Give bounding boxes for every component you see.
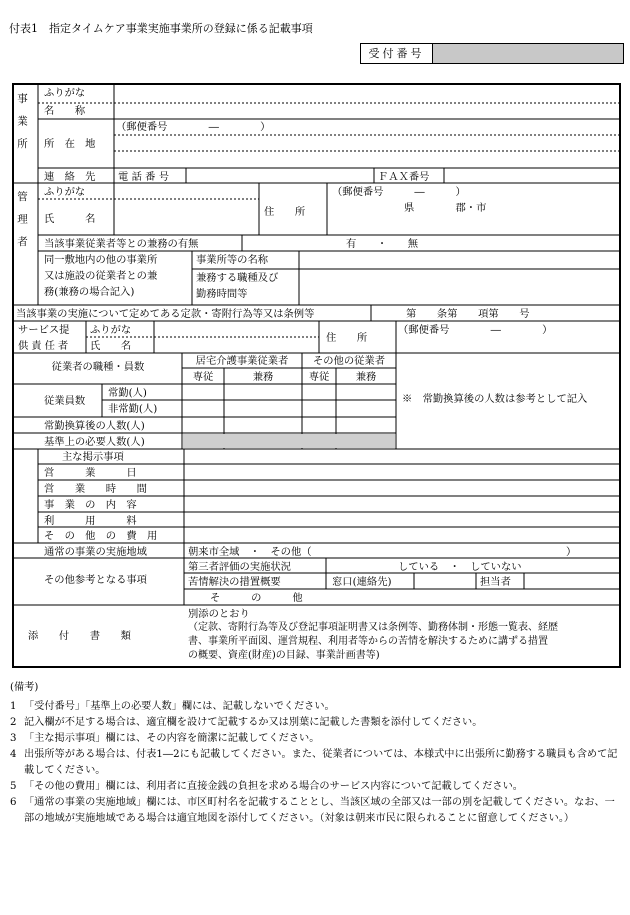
manager-duty-label-1: 兼務する職種及び	[196, 272, 279, 284]
staff-nonregular-label: 非常勤(人)	[108, 403, 158, 415]
service-manager-label-1: サービス提	[18, 324, 70, 336]
note-item	[10, 699, 622, 715]
staff-count-label: 従業員数	[44, 395, 86, 407]
staff-regular-label: 常勤(人)	[108, 387, 147, 399]
manager-other-office-label-3: 務(兼務の場合記入)	[44, 286, 135, 298]
staff-fte-label: 常勤換算後の人数(人)	[44, 420, 145, 432]
staff-required-label: 基準上の必要人数(人)	[44, 436, 145, 448]
office-furigana-label: ふりがな	[44, 87, 86, 99]
staff-other-concurrent: 兼務	[355, 371, 377, 383]
note-text: 「通常の事業の実施地域」欄には、市区町村名を記載することとし、当該区域の全部又は一部の別を記載してください。なお、一部の地域が実施地域である場合は適宜地図を添付してください。（対象は朝来市民に限られることに留意してください。）	[24, 797, 615, 824]
info-fee: 利 用 料	[44, 515, 137, 527]
info-area-label: 通常の事業の実施地域	[44, 546, 147, 558]
manager-other-office-label-1: 同一敷地内の他の事業所	[44, 254, 158, 266]
manager-duty-label-2: 勤務時間等	[196, 288, 248, 300]
service-address-label: 住 所	[326, 332, 368, 344]
staff-header: 従業者の職種・員数	[51, 361, 145, 373]
info-third-party-value[interactable]: している ・ していない	[398, 561, 522, 573]
note-item	[10, 731, 622, 747]
manager-concurrent-yes-no[interactable]: 有 ・ 無	[346, 238, 419, 250]
info-reference-label: その他参考となる事項	[44, 574, 147, 586]
note-text: 「主な掲示事項」欄には、その内容を簡潔に記載してください。	[24, 733, 320, 744]
note-number: 2	[10, 717, 17, 728]
staff-home-concurrent: 兼務	[252, 371, 274, 383]
note-number: 6	[10, 797, 17, 808]
note-text: 「その他の費用」欄には、利用者に直接金銭の負担を求める場合のサービス内容について記載してください。	[24, 781, 523, 792]
service-furigana-label: ふりがな	[90, 324, 132, 336]
info-area-close: ）	[566, 546, 577, 558]
manager-other-office-label-2: 又は施設の従業者との兼	[44, 270, 158, 282]
info-business-hours: 営 業 時 間	[44, 483, 147, 495]
staff-col-home-care: 居宅介護事業従業者	[195, 355, 289, 367]
receipt-number-label: 受付番号	[361, 44, 433, 63]
office-address-label: 所 在 地	[44, 138, 96, 150]
attachments-line-2: （定款、寄附行為等及び登記事項証明書又は条例等、勤務体制・形態一覧表、経歴	[188, 622, 558, 633]
rule-label: 当該事業の実施について定めてある定款・寄附行為等又は条例等	[16, 308, 315, 320]
service-manager-label-2: 供責任者	[18, 340, 72, 352]
note-number: 3	[10, 733, 17, 744]
manager-office-name-label: 事業所等の名称	[196, 254, 269, 266]
note-text: 「受付番号」「基準上の必要人数」欄には、記載しないでください。	[24, 701, 335, 712]
office-fax-label: ＦＡＸ番号	[378, 171, 430, 183]
receipt-number-box	[360, 43, 624, 64]
service-postal-code: （郵便番号 ― ）	[398, 324, 553, 336]
note-text: 出張所等がある場合は、付表1―2にも記載してください。また、従業者については、本様式中に出張所に勤務する職員も含めて記載してください。	[24, 749, 618, 776]
attachments-label: 添 付 書 類	[28, 630, 131, 642]
note-item	[10, 795, 622, 827]
rule-article-value: 第 条第 項第 号	[406, 308, 530, 320]
info-business-days: 営 業 日	[44, 467, 137, 479]
info-header: 主な掲示事項	[62, 451, 124, 463]
required-count-shaded	[183, 434, 395, 448]
attachments-line-1: 別添のとおり	[188, 608, 250, 620]
notes-heading: (備考)	[10, 682, 39, 693]
note-number: 1	[10, 701, 17, 712]
info-third-party-label: 第三者評価の実施状況	[188, 561, 291, 573]
manager-address-label: 住 所	[264, 206, 306, 218]
info-window-label: 窓口(連絡先)	[332, 576, 392, 588]
note-text: 記入欄が不足する場合は、適宜欄を設けて記載するか又は別葉に記載した書類を添付してください。	[24, 717, 483, 728]
note-item	[10, 747, 622, 779]
service-name-label: 氏 名	[90, 340, 132, 352]
staff-home-full-time: 専従	[192, 371, 214, 383]
info-complaint-label: 苦情解決の措置概要	[188, 576, 281, 588]
note-item	[10, 715, 622, 731]
manager-postal-code: （郵便番号 ― ）	[332, 186, 466, 198]
attachments-line-3: 書、事業所平面図、運営規程、利用者等からの苦情を解決するために講ずる措置	[188, 636, 548, 647]
notes-section	[10, 680, 622, 827]
manager-prefecture-city: 県 郡・市	[404, 202, 487, 214]
office-section-label: 事業所	[16, 93, 28, 161]
manager-section-label: 管理者	[16, 191, 28, 259]
info-person-label: 担当者	[480, 576, 511, 588]
staff-fte-note: ※ 常勤換算後の人数は参考として記入	[402, 393, 588, 405]
note-number: 4	[10, 749, 17, 760]
staff-col-other: その他の従業者	[312, 355, 386, 367]
office-phone-label: 電 話 番 号	[118, 171, 170, 183]
manager-furigana-label: ふりがな	[44, 186, 86, 198]
info-area-value: 朝来市全域 ・ その他（	[188, 546, 312, 558]
note-item	[10, 779, 622, 795]
manager-concurrent-label: 当該事業従業者等との兼務の有無	[44, 238, 199, 250]
office-postal-code: （郵便番号 ― ）	[116, 121, 271, 133]
manager-name-label: 氏 名	[44, 213, 96, 225]
info-business-content: 事 業 の 内 容	[44, 499, 137, 511]
receipt-number-field[interactable]	[433, 44, 623, 63]
registration-form	[12, 83, 621, 668]
info-other-label: そ の 他	[210, 592, 303, 604]
form-title: 付表1 指定タイムケア事業実施事業所の登録に係る記載事項	[9, 22, 313, 35]
info-other-fee: そ の 他 の 費 用	[44, 530, 158, 542]
office-name-label: 名 称	[44, 105, 86, 117]
attachments-line-4: の概要、資産(財産)の目録、事業計画書等)	[188, 650, 380, 661]
office-contact-label: 連 絡 先	[44, 171, 96, 183]
note-number: 5	[10, 781, 17, 792]
staff-other-full-time: 専従	[308, 371, 330, 383]
